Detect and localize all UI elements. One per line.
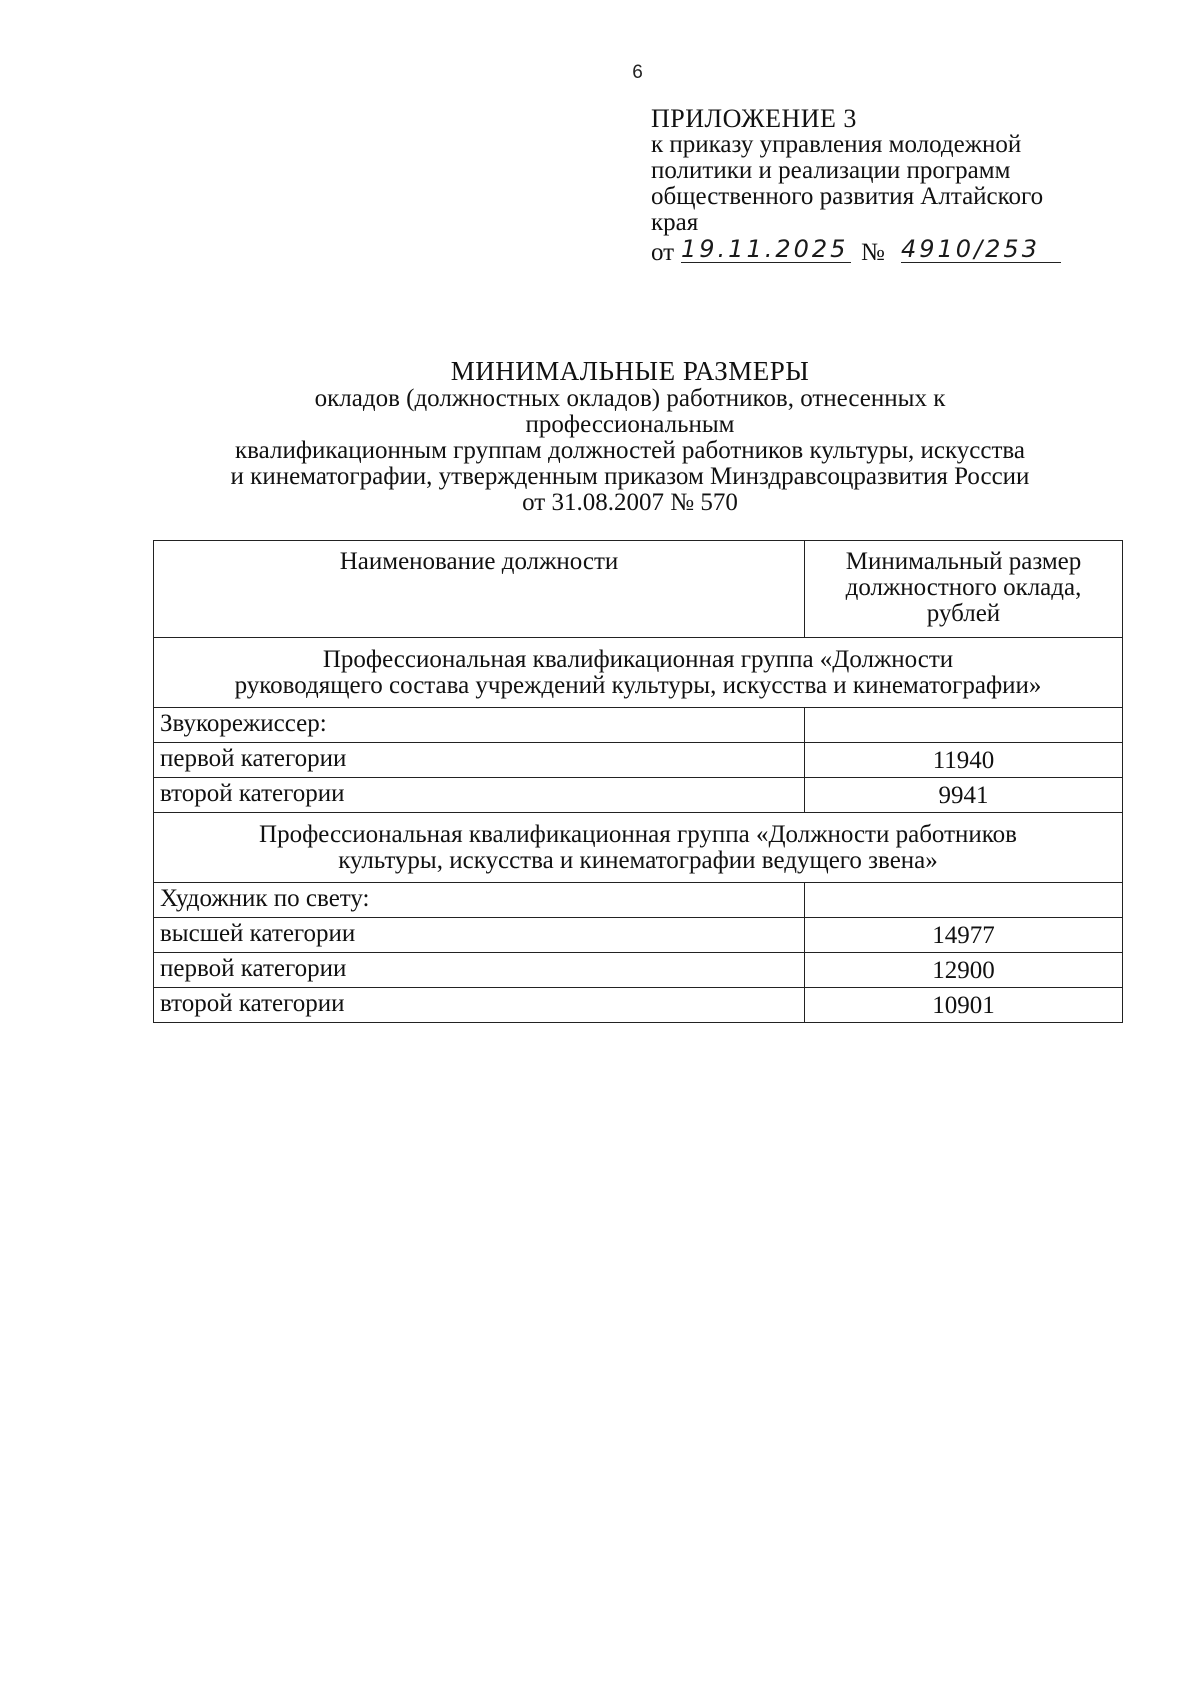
table-row xyxy=(154,918,1123,953)
group-title-line: культуры, искусства и кинематографии ведущего звена» xyxy=(338,847,938,874)
category-name: первой категории xyxy=(154,953,805,988)
page-number: 6 xyxy=(632,62,643,83)
appendix-line: общественного развития Алтайского xyxy=(651,183,1044,210)
table-header-row xyxy=(154,541,1123,638)
group-title-line: Профессиональная квалификационная группа «Должности xyxy=(322,646,954,673)
category-name: второй категории xyxy=(154,988,805,1023)
appendix-line: к приказу управления молодежной xyxy=(651,131,1022,158)
salary-value: 11940 xyxy=(805,743,1123,778)
heading-line: профессиональным xyxy=(525,411,735,438)
group-title xyxy=(154,638,1123,708)
handwritten-date: 19.11.2025 xyxy=(681,234,851,263)
salary-value xyxy=(805,708,1123,743)
salary-table xyxy=(153,540,1123,1023)
header-salary-line: рублей xyxy=(926,600,1001,627)
salary-value: 9941 xyxy=(805,778,1123,813)
heading-line: квалификационным группам должностей работников культуры, искусства xyxy=(235,437,1025,464)
group-title-line: Профессиональная квалификационная группа «Должности работников xyxy=(259,821,1017,848)
heading-line: и кинематографии, утвержденным приказом Минздравсоцразвития России xyxy=(230,463,1030,490)
salary-value: 12900 xyxy=(805,953,1123,988)
order-date-number-line xyxy=(651,236,1121,266)
heading-title: МИНИМАЛЬНЫЕ РАЗМЕРЫ xyxy=(450,356,810,386)
group-title-line: руководящего состава учреждений культуры, искусства и кинематографии» xyxy=(234,672,1042,699)
group-row xyxy=(154,638,1123,708)
heading-line: окладов (должностных окладов) работников, отнесенных к xyxy=(314,385,946,412)
appendix-block xyxy=(651,106,1121,266)
salary-value: 10901 xyxy=(805,988,1123,1023)
appendix-line: края xyxy=(651,209,699,236)
header-salary-line: должностного оклада, xyxy=(845,574,1082,601)
table-row xyxy=(154,743,1123,778)
header-salary xyxy=(805,541,1123,638)
position-name: Звукорежиссер: xyxy=(154,708,805,743)
position-name: Художник по свету: xyxy=(154,883,805,918)
category-name: первой категории xyxy=(154,743,805,778)
date-prefix: от xyxy=(651,239,675,266)
table-row xyxy=(154,708,1123,743)
header-salary-line: Минимальный размер xyxy=(845,548,1082,575)
table-row xyxy=(154,778,1123,813)
category-name: высшей категории xyxy=(154,918,805,953)
table-row xyxy=(154,883,1123,918)
salary-value: 14977 xyxy=(805,918,1123,953)
group-title xyxy=(154,813,1123,883)
header-position: Наименование должности xyxy=(154,541,805,638)
salary-value xyxy=(805,883,1123,918)
appendix-line: политики и реализации программ xyxy=(651,157,1011,184)
heading-line: от 31.08.2007 № 570 xyxy=(522,489,738,516)
table-row xyxy=(154,953,1123,988)
group-row xyxy=(154,813,1123,883)
number-prefix: № xyxy=(861,239,885,266)
category-name: второй категории xyxy=(154,778,805,813)
table-row xyxy=(154,988,1123,1023)
handwritten-number: 4910/253 xyxy=(901,234,1061,263)
document-heading xyxy=(150,358,1110,516)
appendix-title: ПРИЛОЖЕНИЕ 3 xyxy=(651,104,857,133)
